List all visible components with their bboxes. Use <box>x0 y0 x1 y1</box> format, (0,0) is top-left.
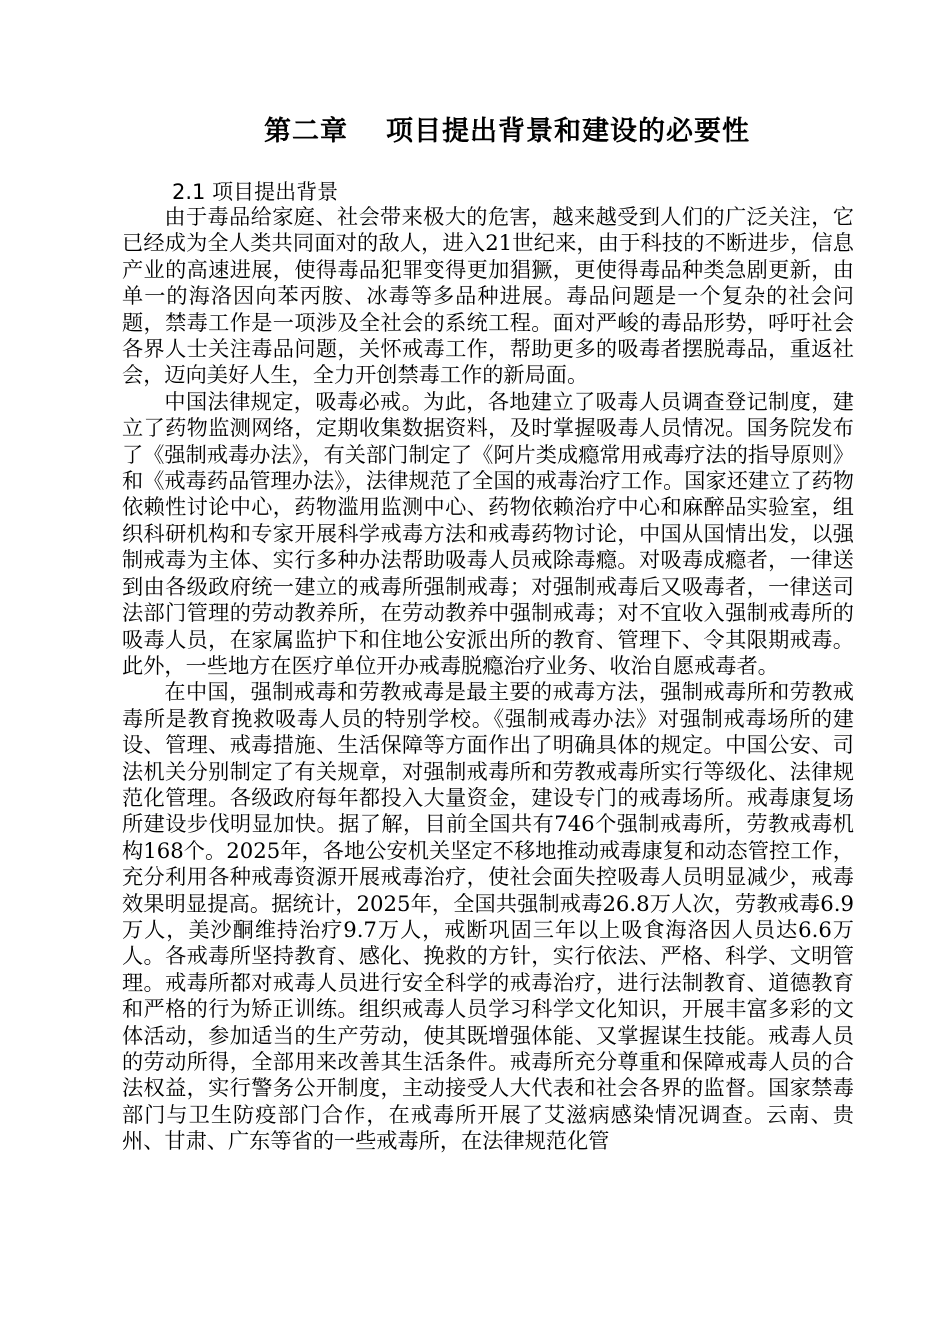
section-heading: 2.1 项目提出背景 <box>172 180 339 204</box>
paragraph-1: 由于毒品给家庭、社会带来极大的危害，越来越受到人们的广泛关注，它已经成为全人类共同面对的敌人，进入21世纪来，由于科技的不断进步，信息产业的高速进展，使得毒品犯罪变得更加猖獗，更使得毒品种类急剧更新，由单一的海洛因向苯丙胺、冰毒等多品种进展。毒品问题是一个复杂的社会问题，禁毒工作是一项涉及全社会的系统工程。面对严峻的毒品形势，呼吁社会各界人士关注毒品问题，关怀戒毒工作，帮助更多的吸毒者摆脱毒品，重返社会，迈向美好人生，全力开创禁毒工作的新局面。 <box>122 204 854 388</box>
chapter-label: 第二章 <box>264 116 348 147</box>
body-text <box>122 204 854 1155</box>
chapter-title-text: 项目提出背景和建设的必要性 <box>386 116 750 147</box>
paragraph-3: 在中国，强制戒毒和劳教戒毒是最主要的戒毒方法，强制戒毒所和劳教戒毒所是教育挽救吸毒人员的特别学校。《强制戒毒办法》对强制戒毒场所的建设、管理、戒毒措施、生活保障等方面作出了明确具体的规定。中国公安、司法机关分别制定了有关规章，对强制戒毒所和劳教戒毒所实行等级化、法律规范化管理。各级政府每年都投入大量资金，建设专门的戒毒场所。戒毒康复场所建设步伐明显加快。据了解，目前全国共有746个强制戒毒所，劳教戒毒机构168个。2025年，各地公安机关坚定不移地推动戒毒康复和动态管控工作，充分利用各种戒毒资源开展戒毒治疗，使社会面失控吸毒人员明显减少，戒毒效果明显提高。据统计，2025年，全国共强制戒毒26.8万人次，劳教戒毒6.9万人，美沙酮维持治疗9.7万人，戒断巩固三年以上吸食海洛因人员达6.6万人。各戒毒所坚持教育、感化、挽救的方针，实行依法、严格、科学、文明管理。戒毒所都对戒毒人员进行安全科学的戒毒治疗，进行法制教育、道德教育和严格的行为矫正训练。组织戒毒人员学习科学文化知识，开展丰富多彩的文体活动，参加适当的生产劳动，使其既增强体能、又掌握谋生技能。戒毒人员的劳动所得，全部用来改善其生活条件。戒毒所充分尊重和保障戒毒人员的合法权益，实行警务公开制度，主动接受人大代表和社会各界的监督。国家禁毒部门与卫生防疫部门合作，在戒毒所开展了艾滋病感染情况调查。云南、贵州、甘肃、广东等省的一些戒毒所，在法律规范化管 <box>122 679 854 1154</box>
document-page <box>122 0 854 1344</box>
chapter-title <box>264 112 750 152</box>
paragraph-2: 中国法律规定，吸毒必戒。为此，各地建立了吸毒人员调查登记制度，建立了药物监测网络，定期收集数据资料，及时掌握吸毒人员情况。国务院发布了《强制戒毒办法》，有关部门制定了《阿片类成瘾常用戒毒疗法的指导原则》和《戒毒药品管理办法》，法律规范了全国的戒毒治疗工作。国家还建立了药物依赖性讨论中心，药物滥用监测中心、药物依赖治疗中心和麻醉品实验室，组织科研机构和专家开展科学戒毒方法和戒毒药物讨论，中国从国情出发，以强制戒毒为主体、实行多种办法帮助吸毒人员戒除毒瘾。对吸毒成瘾者，一律送到由各级政府统一建立的戒毒所强制戒毒；对强制戒毒后又吸毒者，一律送司法部门管理的劳动教养所，在劳动教养中强制戒毒；对不宜收入强制戒毒所的吸毒人员，在家属监护下和住地公安派出所的教育、管理下、令其限期戒毒。此外，一些地方在医疗单位开办戒毒脱瘾治疗业务、收治自愿戒毒者。 <box>122 388 854 678</box>
